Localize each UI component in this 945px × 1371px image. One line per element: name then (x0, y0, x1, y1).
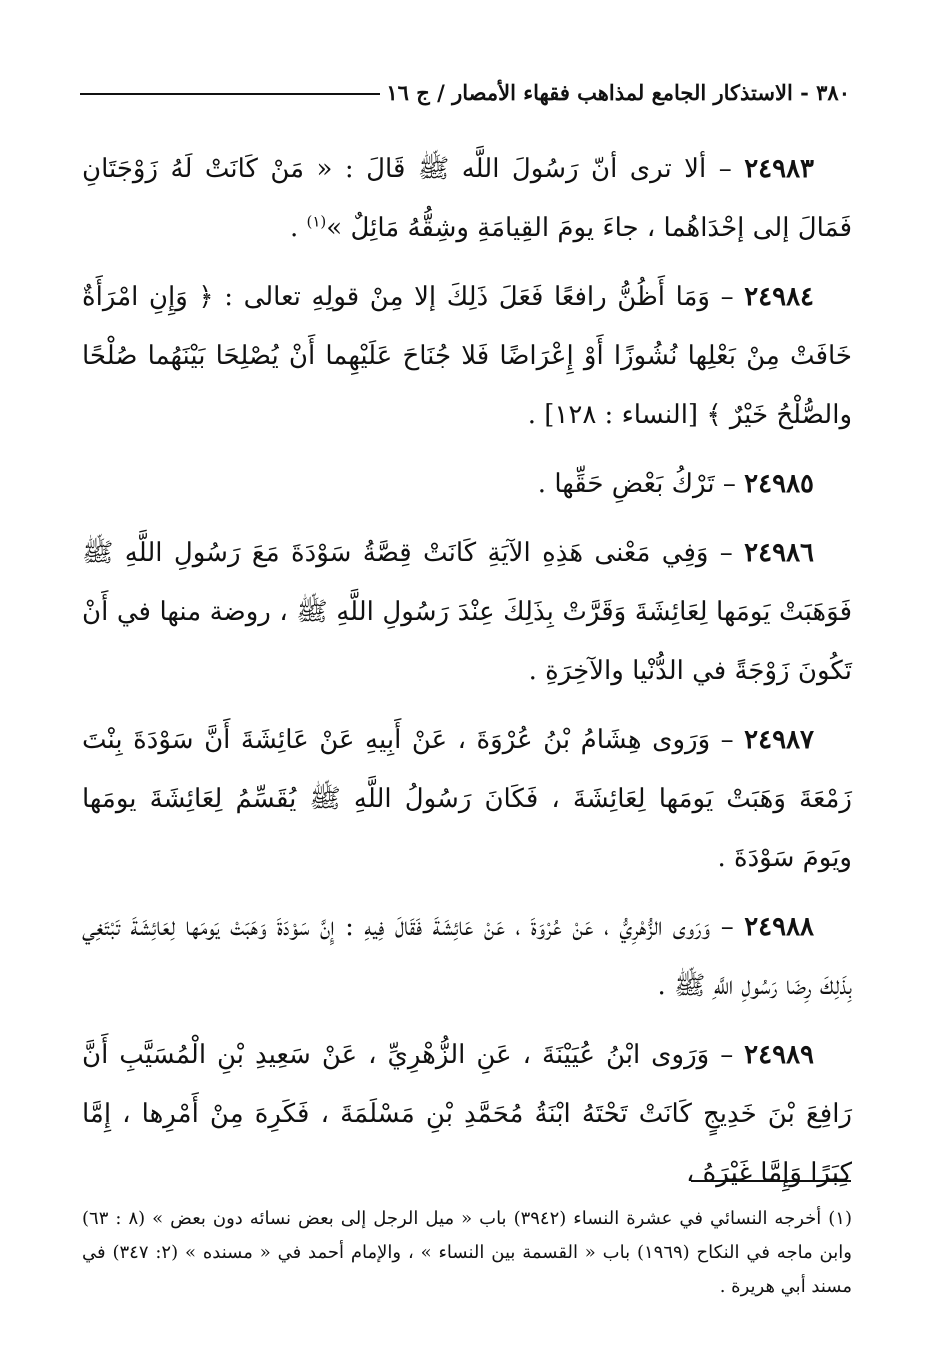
paragraph-number: ٢٤٩٨٦ (744, 538, 814, 568)
footnote-1: (١) أخرجه النسائي في عشرة النساء (٣٩٤٢) باب « ميل الرجل إلى بعض نسائه دون بعض » (٨ : ٦٣) وابن ماجه في النكاح (١٩٦٩) باب « القسمة بين النساء » ، والإمام أحمد في « مسنده » (٢: ٣٤٧) في مسند أبي هريرة . (82, 1208, 852, 1297)
paragraph-text: وَرَوى ابْنُ عُيَيْنَةَ ، عَنِ الزُّهْرِيِّ ، عَنْ سَعِيدِ بْنِ الْمُسَيَّبِ أَنَّ رَافِعَ بْنَ خَدِيجٍ كَانَتْ تَحْتَهُ ابْنَةُ مُحَمَّدِ بْنِ مَسْلَمَةَ ، فَكَرِهَ مِنْ أَمْرِها ، إِمَّا كِبَرًا وَإِمَّا غَيْرَهُ ، (82, 1040, 852, 1188)
paragraph-text: وَرَوى الزُّهْرِيُّ ، عَنْ عُرْوَةَ ، عَنْ عَائِشَةَ فَقَالَ فِيهِ : إِنَّ سَوْدَةَ وَهَبَتْ يَومَها لِعَائِشَةَ تَبْتَغِي بِذَلِكَ رِضَا رَسُولِ اللَّهِ ﷺ . (82, 912, 852, 1001)
paragraph-text: تَرْكُ بَعْضِ حَقِّها . (537, 469, 715, 499)
paragraph-text: ألا ترى أنّ رَسُولَ اللَّه ﷺ قَالَ : « مَنْ كَانَتْ لَهُ زَوْجَتَانِ فَمَالَ إلى إحْدَاهُما ، جاءَ يومَ القِيامَةِ وشِقُّهُ مَائِلٌ » (82, 154, 852, 243)
paragraph-number: ٢٤٩٨٩ (744, 1040, 814, 1070)
main-text (82, 140, 852, 1213)
header-title: ٣٨٠ - الاستذكار الجامع لمذاهب فقهاء الأمصار / ج ١٦ (386, 79, 850, 105)
paragraph-number: ٢٤٩٨٨ (744, 912, 815, 942)
paragraph-24987: ٢٤٩٨٧ – وَرَوى هِشَامُ بْنُ عُرْوَةَ ، عَنْ أَبِيهِ عَنْ عَائِشَةَ أَنَّ سَوْدَةَ بِنْتَ زَمْعَةَ وَهَبَتْ يَومَها لِعَائِشَةَ ، فَكَانَ رَسُولُ اللَّهِ ﷺ يُقَسِّمُ لِعَائِشَةَ يومَها ويَومَ سَوْدَةَ . (82, 725, 852, 873)
paragraph-24989: ٢٤٩٨٩ – وَرَوى ابْنُ عُيَيْنَةَ ، عَنِ الزُّهْرِيِّ ، عَنْ سَعِيدِ بْنِ الْمُسَيَّبِ أَنَّ رَافِعَ بْنَ خَدِيجٍ كَانَتْ تَحْتَهُ ابْنَةُ مُحَمَّدِ بْنِ مَسْلَمَةَ ، فَكَرِهَ مِنْ أَمْرِها ، إِمَّا كِبَرًا وَإِمَّا غَيْرَهُ ، (82, 1040, 852, 1188)
paragraph-number: ٢٤٩٨٣ (744, 154, 815, 184)
paragraph-text: وَفِي مَعْنى هَذِهِ الآيَةِ كَانَتْ قِصَّةُ سَوْدَةَ مَعَ رَسُولِ اللَّهِ ﷺ فَوَهَبَتْ يَومَها لِعَائِشَةَ وَقَرَّتْ بِذَلِكَ عِنْدَ رَسُولِ اللَّهِ ﷺ ، روضة منها في أَنْ تَكُونَ زَوْجَةً في الدُّنْيا والآخِرَةِ . (82, 538, 852, 686)
paragraph-24984: ٢٤٩٨٤ – وَمَا أَظُنُّ رافعًا فَعَلَ ذَلِكَ إلا مِنْ قولِهِ تعالى : ﴿ وَإِنِ امْرَأَةٌ خَافَتْ مِنْ بَعْلِها نُشُوزًا أَوْ إِعْرَاضًا فَلا جُنَاحَ عَلَيْهِما أَنْ يُصْلِحَا بَيْنَهُما صُلْحًا والصُّلْحُ خَيْرٌ ﴾ [النساء : ١٢٨] . (82, 282, 852, 430)
paragraph-24986: ٢٤٩٨٦ – وَفِي مَعْنى هَذِهِ الآيَةِ كَانَتْ قِصَّةُ سَوْدَةَ مَعَ رَسُولِ اللَّهِ ﷺ فَوَهَبَتْ يَومَها لِعَائِشَةَ وَقَرَّتْ بِذَلِكَ عِنْدَ رَسُولِ اللَّهِ ﷺ ، روضة منها في أَنْ تَكُونَ زَوْجَةً في الدُّنْيا والآخِرَةِ . (82, 538, 852, 686)
paragraph-number: ٢٤٩٨٧ (744, 725, 814, 755)
running-header (80, 72, 850, 112)
header-rule (80, 93, 380, 95)
paragraph-number: ٢٤٩٨٥ (744, 469, 814, 499)
paragraph-24985: ٢٤٩٨٥ – تَرْكُ بَعْضِ حَقِّها . (537, 469, 814, 499)
paragraph-text: وَرَوى هِشَامُ بْنُ عُرْوَةَ ، عَنْ أَبِيهِ عَنْ عَائِشَةَ أَنَّ سَوْدَةَ بِنْتَ زَمْعَةَ وَهَبَتْ يَومَها لِعَائِشَةَ ، فَكَانَ رَسُولُ اللَّهِ ﷺ يُقَسِّمُ لِعَائِشَةَ يومَها ويَومَ سَوْدَةَ . (82, 725, 852, 873)
paragraph-24983: ٢٤٩٨٣ – ألا ترى أنّ رَسُولَ اللَّه ﷺ قَالَ : « مَنْ كَانَتْ لَهُ زَوْجَتَانِ فَمَالَ إلى إحْدَاهُما ، جاءَ يومَ القِيامَةِ وشِقُّهُ مَائِلٌ »$^{(١)}$ . (82, 154, 852, 243)
paragraph-number: ٢٤٩٨٤ (744, 282, 815, 312)
footnotes (82, 1202, 852, 1304)
paragraph-text: وَمَا أَظُنُّ رافعًا فَعَلَ ذَلِكَ إلا مِنْ قولِهِ تعالى : ﴿ وَإِنِ امْرَأَةٌ خَافَتْ مِنْ بَعْلِها نُشُوزًا أَوْ إِعْرَاضًا فَلا جُنَاحَ عَلَيْهِما أَنْ يُصْلِحَا بَيْنَهُما صُلْحًا والصُّلْحُ خَيْرٌ ﴾ [النساء : ١٢٨] . (82, 282, 852, 430)
footnote-separator (691, 1180, 851, 1182)
footnote-ref: (١) (306, 212, 327, 231)
paragraph-24988: ٢٤٩٨٨ – وَرَوى الزُّهْرِيُّ ، عَنْ عُرْوَةَ ، عَنْ عَائِشَةَ فَقَالَ فِيهِ : إِنَّ سَوْدَةَ وَهَبَتْ يَومَها لِعَائِشَةَ تَبْتَغِي بِذَلِكَ رِضَا رَسُولِ اللَّهِ ﷺ . (82, 912, 852, 1001)
paragraph-tail: . (289, 213, 307, 243)
